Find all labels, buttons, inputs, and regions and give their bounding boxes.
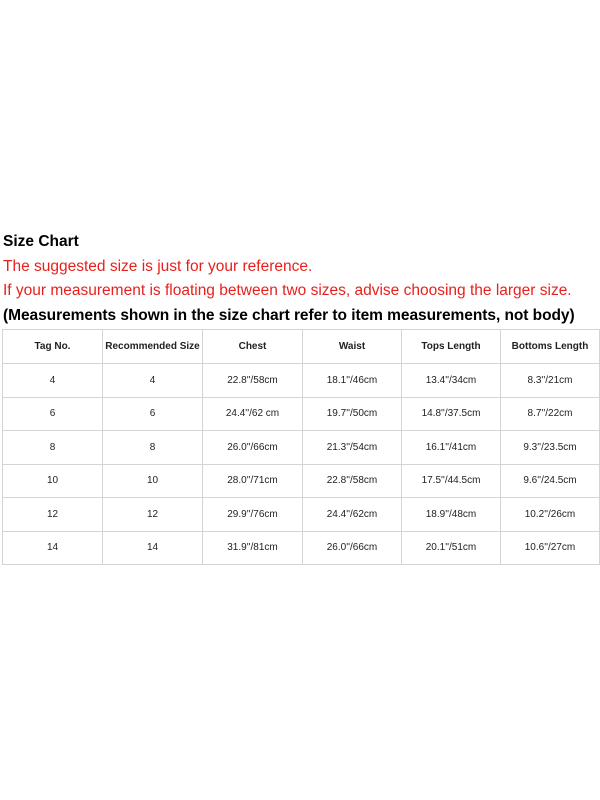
cell-bottoms-length: 9.6''/24.5cm [501,464,600,498]
sizing-advice-note: If your measurement is floating between two sizes, advise choosing the larger size. [3,282,572,299]
cell-chest: 28.0''/71cm [203,464,303,498]
cell-waist: 19.7''/50cm [303,397,402,431]
cell-bottoms-length: 10.2''/26cm [501,498,600,532]
size-chart-header [3,230,598,328]
cell-chest: 26.0''/66cm [203,431,303,465]
page-title: Size Chart [3,233,79,250]
column-header-recommended-size: Recommended Size [103,330,203,364]
cell-chest: 31.9''/81cm [203,531,303,565]
cell-recommended-size: 6 [103,397,203,431]
cell-tag-no: 6 [3,397,103,431]
cell-chest: 29.9''/76cm [203,498,303,532]
cell-bottoms-length: 10.6''/27cm [501,531,600,565]
table-row [3,531,600,565]
cell-recommended-size: 14 [103,531,203,565]
table-row [3,397,600,431]
table-row [3,431,600,465]
cell-bottoms-length: 8.3''/21cm [501,364,600,398]
measurement-note: (Measurements shown in the size chart refer to item measurements, not body) [3,306,575,324]
cell-tops-length: 18.9''/48cm [402,498,501,532]
cell-waist: 22.8''/58cm [303,464,402,498]
table-header-row [3,330,600,364]
cell-tops-length: 16.1''/41cm [402,431,501,465]
reference-note: The suggested size is just for your reference. [3,257,313,275]
cell-tag-no: 8 [3,431,103,465]
cell-tag-no: 14 [3,531,103,565]
cell-waist: 21.3''/54cm [303,431,402,465]
table-row [3,364,600,398]
cell-chest: 22.8''/58cm [203,364,303,398]
cell-tops-length: 20.1''/51cm [402,531,501,565]
table-row [3,498,600,532]
cell-bottoms-length: 8.7''/22cm [501,397,600,431]
column-header-tops-length: Tops Length [402,330,501,364]
column-header-chest: Chest [203,330,303,364]
cell-recommended-size: 12 [103,498,203,532]
cell-waist: 26.0''/66cm [303,531,402,565]
cell-recommended-size: 8 [103,431,203,465]
cell-bottoms-length: 9.3''/23.5cm [501,431,600,465]
cell-tag-no: 4 [3,364,103,398]
cell-tops-length: 13.4''/34cm [402,364,501,398]
column-header-waist: Waist [303,330,402,364]
cell-chest: 24.4''/62 cm [203,397,303,431]
column-header-tag-no: Tag No. [3,330,103,364]
cell-tops-length: 14.8''/37.5cm [402,397,501,431]
cell-waist: 24.4''/62cm [303,498,402,532]
cell-recommended-size: 4 [103,364,203,398]
cell-tag-no: 12 [3,498,103,532]
size-table [2,329,600,565]
cell-tag-no: 10 [3,464,103,498]
table-row [3,464,600,498]
cell-tops-length: 17.5''/44.5cm [402,464,501,498]
column-header-bottoms-length: Bottoms Length [501,330,600,364]
cell-recommended-size: 10 [103,464,203,498]
cell-waist: 18.1''/46cm [303,364,402,398]
